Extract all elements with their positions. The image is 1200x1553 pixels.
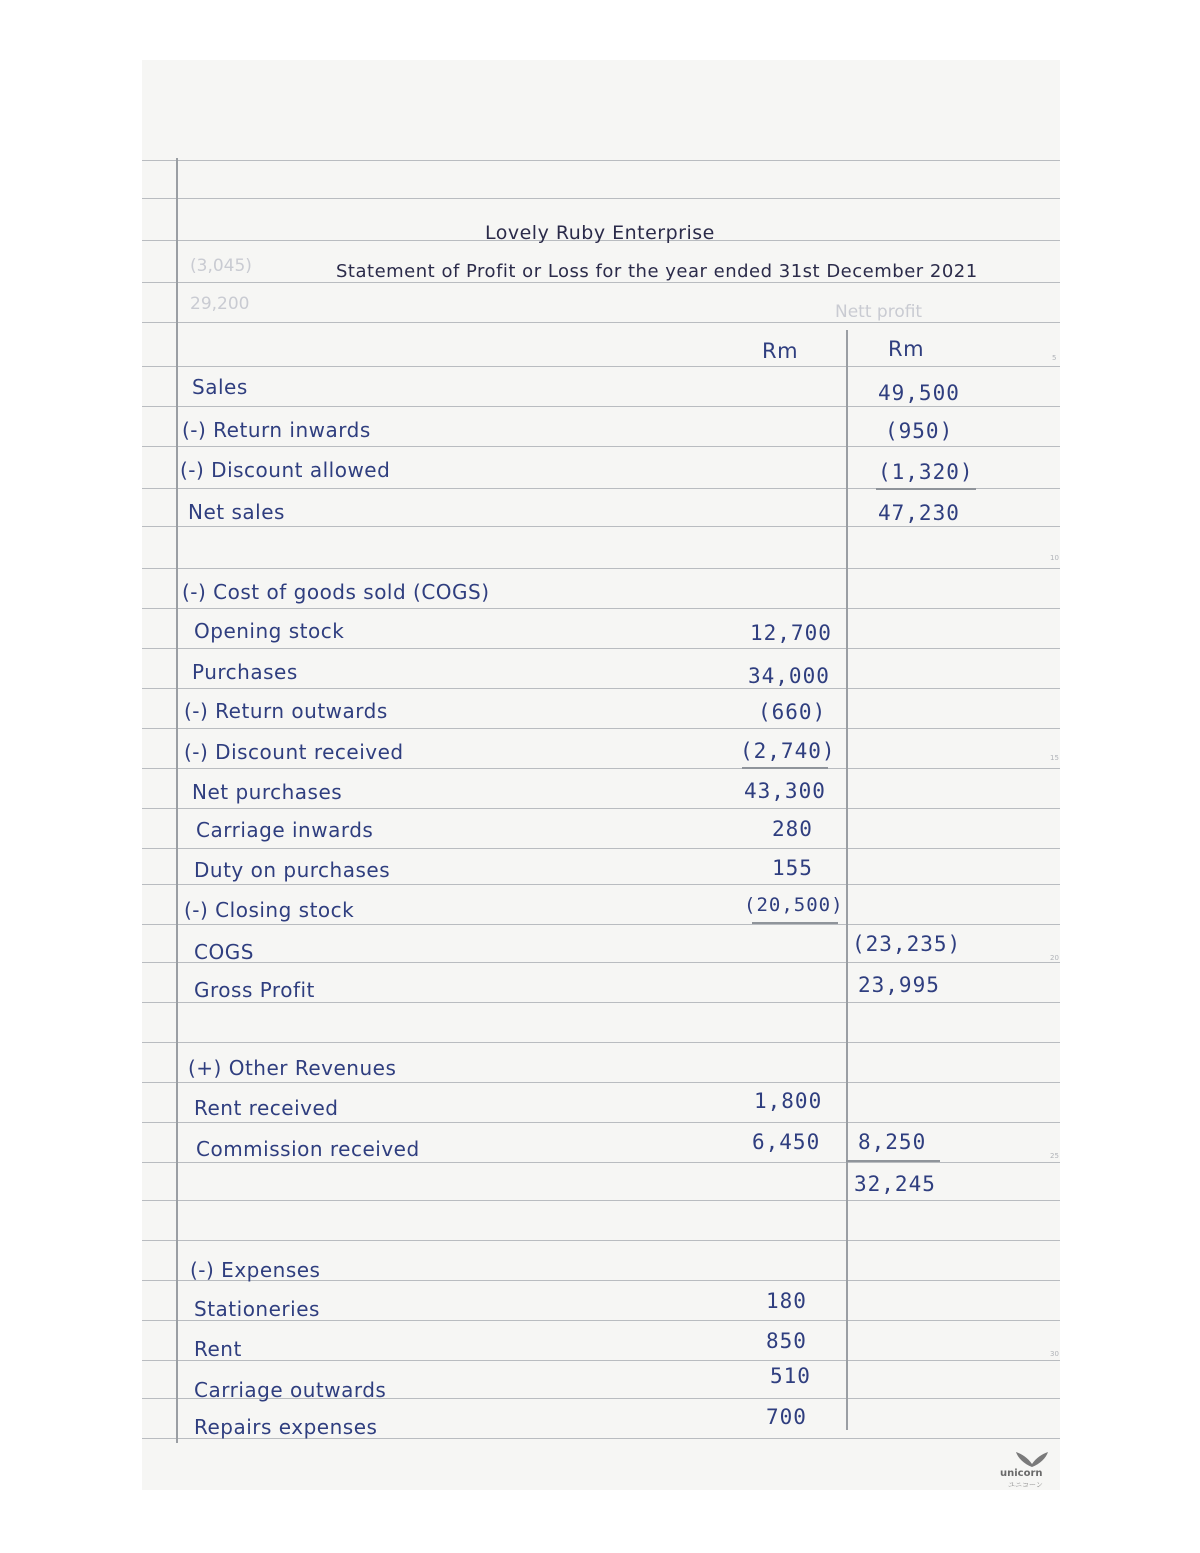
row-label: Carriage inwards <box>196 818 374 842</box>
bleed-through-text: Nett profit <box>835 302 923 322</box>
ruled-line <box>142 848 1060 849</box>
row-amount: (950) <box>885 419 954 443</box>
row-amount: 23,995 <box>858 973 940 997</box>
unicorn-logo <box>1000 1450 1062 1490</box>
line-number: 25 <box>1050 1152 1059 1160</box>
subtotal-underline <box>742 767 828 769</box>
ruled-line <box>142 1240 1060 1241</box>
column-header-rm-1: Rm <box>762 339 799 363</box>
row-amount: 280 <box>772 817 813 841</box>
row-label: Carriage outwards <box>194 1378 387 1402</box>
ruled-line <box>142 884 1060 885</box>
row-label: Rent <box>194 1337 242 1361</box>
row-label: Duty on purchases <box>194 858 391 882</box>
ruled-line <box>142 962 1060 963</box>
ruled-line <box>142 406 1060 407</box>
row-label: Rent received <box>194 1096 339 1120</box>
unicorn-logo-icon <box>1012 1450 1052 1468</box>
ruled-line <box>142 1002 1060 1003</box>
row-label: (-) Return inwards <box>182 418 371 442</box>
ruled-line <box>142 446 1060 447</box>
row-amount: 510 <box>770 1364 811 1388</box>
row-amount: (2,740) <box>740 739 836 763</box>
bleed-through-text: 29,200 <box>190 294 250 314</box>
line-number: 10 <box>1050 554 1059 562</box>
ruled-line <box>142 728 1060 729</box>
line-number: 30 <box>1050 1350 1059 1358</box>
row-label: Net sales <box>188 500 285 524</box>
ruled-line <box>142 198 1060 199</box>
row-label: (-) Discount received <box>184 740 404 764</box>
ruled-line <box>142 366 1060 367</box>
row-label: (-) Return outwards <box>184 699 388 723</box>
row-amount: 700 <box>766 1405 807 1429</box>
row-label: Gross Profit <box>194 978 315 1002</box>
column-header-rm-2: Rm <box>888 337 925 361</box>
line-number: 15 <box>1050 754 1059 762</box>
row-label: Net purchases <box>192 780 343 804</box>
section-heading: (-) Cost of goods sold (COGS) <box>182 580 490 604</box>
ruled-line <box>142 1082 1060 1083</box>
row-label: (-) Discount allowed <box>180 458 391 482</box>
amount-column-divider <box>846 330 848 1430</box>
row-label: Commission received <box>196 1137 420 1161</box>
row-amount: (1,320) <box>878 460 974 484</box>
row-amount: 47,230 <box>878 501 960 525</box>
row-amount: (23,235) <box>852 932 962 956</box>
ruled-line <box>142 282 1060 283</box>
ruled-line <box>142 648 1060 649</box>
left-margin-line <box>176 158 178 1443</box>
row-label: Opening stock <box>194 619 345 643</box>
section-heading: (-) Expenses <box>190 1258 321 1282</box>
ruled-line <box>142 1360 1060 1361</box>
statement-title: Statement of Profit or Loss for the year ended 31st December 2021 <box>336 261 978 282</box>
row-label: Stationeries <box>194 1297 320 1321</box>
ruled-line <box>142 1122 1060 1123</box>
row-amount: 32,245 <box>854 1172 936 1196</box>
company-name: Lovely Ruby Enterprise <box>485 222 715 244</box>
row-label: (-) Closing stock <box>184 898 355 922</box>
ruled-line <box>142 322 1060 323</box>
ruled-line <box>142 688 1060 689</box>
section-heading: (+) Other Revenues <box>188 1056 397 1080</box>
row-amount: 43,300 <box>744 779 826 803</box>
row-amount: 12,700 <box>750 621 832 645</box>
ruled-line <box>142 768 1060 769</box>
ruled-line <box>142 568 1060 569</box>
ruled-line <box>142 160 1060 161</box>
row-amount: 1,800 <box>754 1089 823 1113</box>
row-amount: 6,450 <box>752 1130 821 1154</box>
brand-subtitle: ユニコーン <box>1008 1481 1043 1489</box>
subtotal-underline <box>876 488 976 490</box>
row-amount: 155 <box>772 856 813 880</box>
line-number: 20 <box>1050 954 1059 962</box>
row-label: Purchases <box>192 660 298 684</box>
row-amount: (20,500) <box>744 894 844 916</box>
row-label: COGS <box>194 940 254 964</box>
row-amount: (660) <box>758 700 827 724</box>
bleed-through-text: (3,045) <box>190 256 252 276</box>
row-amount: 850 <box>766 1329 807 1353</box>
row-amount: 180 <box>766 1289 807 1313</box>
ruled-line <box>142 924 1060 925</box>
row-amount: 49,500 <box>878 381 960 405</box>
subtotal-underline <box>752 922 838 924</box>
ruled-line <box>142 526 1060 527</box>
row-amount: 8,250 <box>858 1130 927 1154</box>
ruled-line <box>142 1200 1060 1201</box>
line-number: 5 <box>1052 354 1057 362</box>
ruled-line <box>142 808 1060 809</box>
ruled-line <box>142 1042 1060 1043</box>
row-label: Sales <box>192 375 248 399</box>
row-amount: 34,000 <box>748 664 830 688</box>
brand-name: unicorn <box>1000 1468 1043 1479</box>
row-label: Repairs expenses <box>194 1415 378 1439</box>
subtotal-underline <box>846 1160 940 1162</box>
ruled-line <box>142 1162 1060 1163</box>
ruled-line <box>142 608 1060 609</box>
